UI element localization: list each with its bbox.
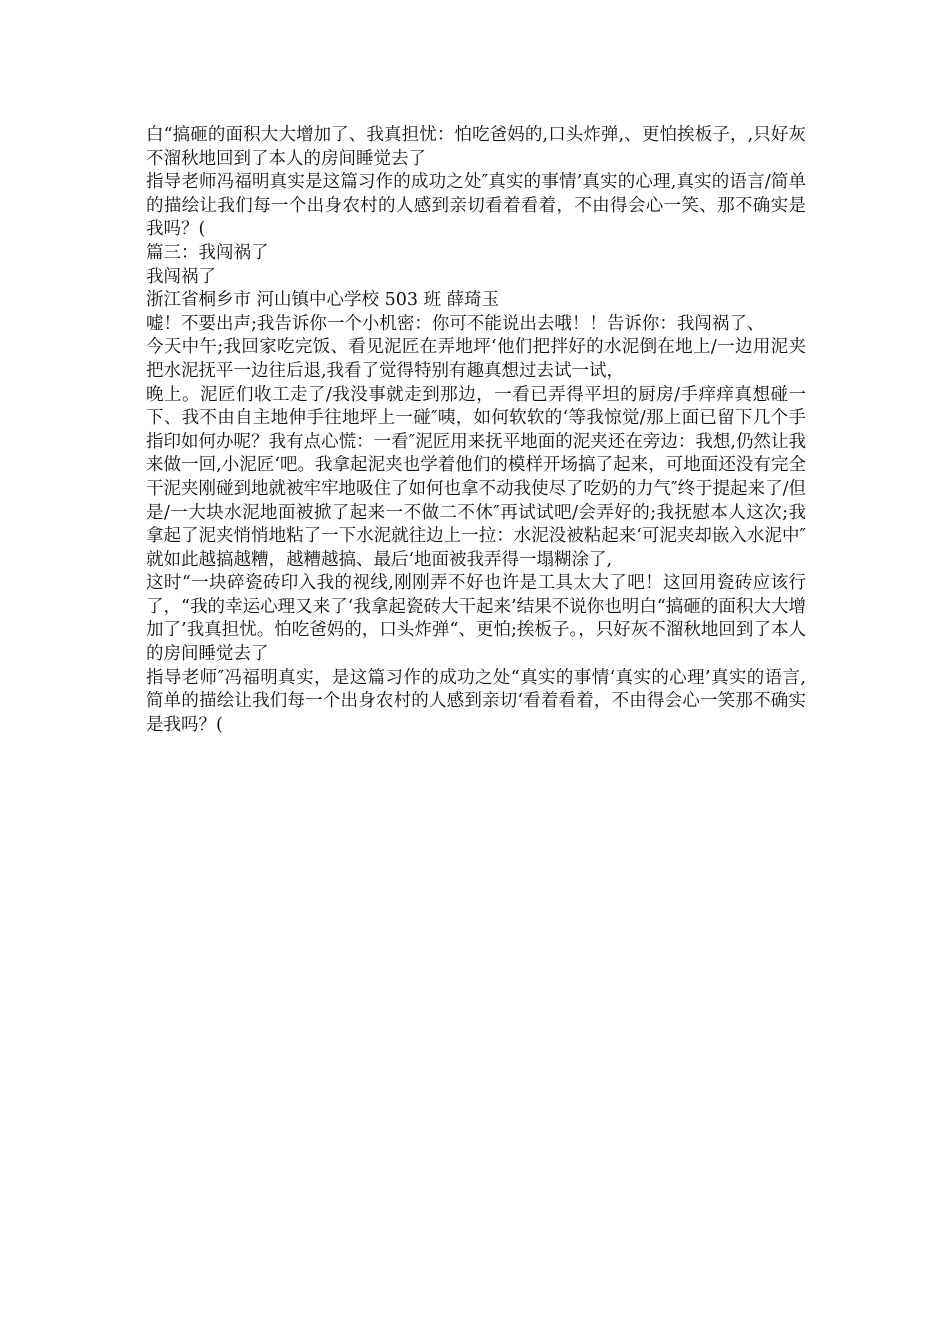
paragraph-1: 白“搞砸的面积大大增加了、我真担忧：怕吃爸妈的,口头炸弹,、更怕挨板子，,只好灰不溜秋地回到了本人的房间睡觉去了 xyxy=(146,125,806,169)
paragraph-9: 这时“一块碎瓷砖印入我的视线,刚刚弄不好也许是工具太大了吧！这回用瓷砖应该行了，“我的幸运心理又来了‘我拿起瓷砖大干起来’结果不说你也明白“搞砸的面积大大增加了’我真担忧。怕吃爸妈的，口头炸弹“、更怕;挨板子。，只好灰不溜秋地回到了本人的房间睡觉去了 xyxy=(146,573,806,665)
section-heading: 篇三：我闯祸了 xyxy=(146,242,269,263)
paragraph-10: 指导老师″冯福明真实，是这篇习作的成功之处“真实的事情‘真实的心理’真实的语言,简单的描绘让我们每一个出身农村的人感到亲切‘看着看着，不由得会心一笑那不确实是我吗？( xyxy=(146,667,806,735)
document-body xyxy=(146,124,806,737)
paragraph-7: 今天中午;我回家吃完饭、看见泥匠在弄地坪‘他们把拌好的水泥倒在地上/一边用泥夹把水泥抚平一边往后退,我看了觉得特别有趣真想过去试一试， xyxy=(146,337,806,381)
paragraph-6: 嘘！不要出声;我告诉你一个小机密：你可不能说出去哦！！告诉你：我闯祸了、 xyxy=(146,313,765,334)
paragraph-8: 晚上。泥匠们收工走了/我没事就走到那边，一看已弄得平坦的厨房/手痒痒真想碰一下、我不由自主地伸手往地坪上一碰″咦，如何软软的‘等我惊觉/那上面已留下几个手指印如何办呢？我有点心慌：一看″泥匠用来抚平地面的泥夹还在旁边：我想,仍然让我来做一回,小泥匠‘吧。我拿起泥夹也学着他们的模样开场搞了起来，可地面还没有完全干泥夹刚碰到地就被牢牢地吸住了如何也拿不动我使尽了吃奶的力气″终于提起来了/但是/一大块水泥地面被掀了起来一不做二不休″再试试吧/会弄好的;我抚慰本人这次;我拿起了泥夹悄悄地粘了一下水泥就往边上一拉：水泥没被粘起来‘可泥夹却嵌入水泥中″就如此越搞越糟，越糟越搞、最后‘地面被我弄得一塌糊涂了, xyxy=(146,384,806,570)
paragraph-2: 指导老师冯福明真实是这篇习作的成功之处″真实的事情’真实的心理,真实的语言/简单的描绘让我们每一个出身农村的人感到亲切看着看着，不由得会心一笑、那不确实是我吗？( xyxy=(146,172,806,240)
essay-title: 我闯祸了 xyxy=(146,266,216,287)
author-line: 浙江省桐乡市 河山镇中心学校 503 班 薛琦玉 xyxy=(146,290,500,311)
